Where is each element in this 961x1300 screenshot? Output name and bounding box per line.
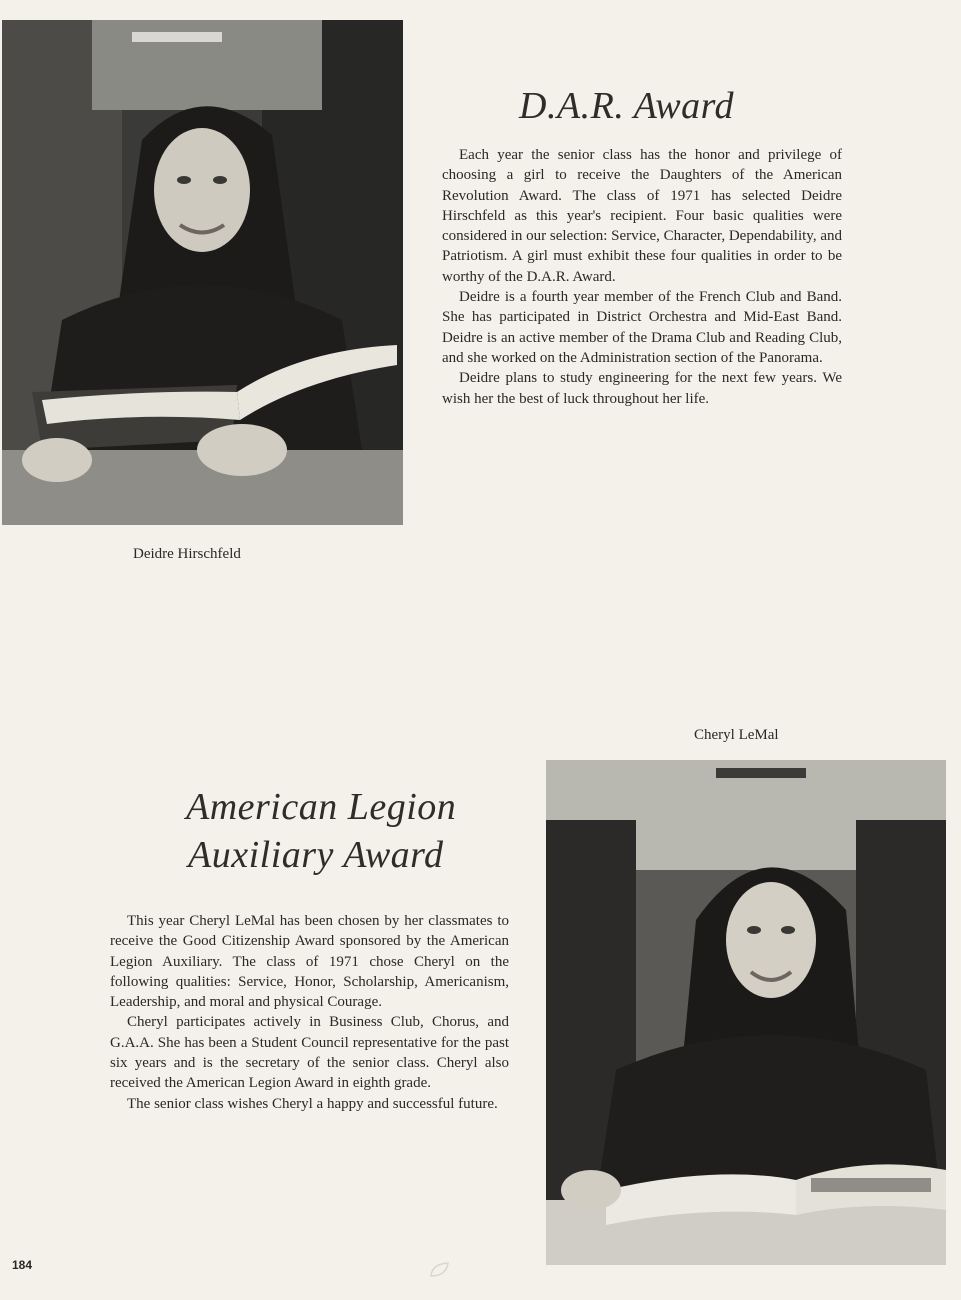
dar-award-text [442, 145, 842, 409]
legion-paragraph: This year Cheryl LeMal has been chosen by her classmates to receive the Good Citizenship Award sponsored by the American Legion Auxiliary. The class of 1971 chose Cheryl on the following qualities: Service, Honor, Scholarship, Americanism, Leadership, and moral and physical Courage. [110, 913, 509, 1011]
legion-heading-line-1: American Legion [186, 786, 457, 828]
legion-heading-line-2: Auxiliary Award [188, 834, 444, 876]
cheryl-caption: Cheryl LeMal [694, 727, 779, 743]
dar-paragraph: Deidre is a fourth year member of the French Club and Band. She has participated in District Orchestra and Mid-East Band. Deidre is an active member of the Drama Club and Reading Club, and she worked on the Administration section of the Panorama. [442, 289, 842, 366]
page-number: 184 [12, 1258, 33, 1272]
legion-paragraph: Cheryl participates actively in Business Club, Chorus, and G.A.A. She has been a Student Council representative for the past six years and is the secretary of the senior class. Cheryl also received the American Legion Award in eighth grade. [110, 1014, 509, 1092]
legion-paragraph: The senior class wishes Cheryl a happy and successful future. [127, 1095, 498, 1112]
leaf-watermark-icon [428, 1260, 452, 1280]
deidre-portrait-photo [2, 20, 403, 525]
dar-paragraph: Each year the senior class has the honor and privilege of choosing a girl to receive the Daughters of the American Revolution Award. The class of 1971 has selected Deidre Hirschfeld as this year's recipient. Four basic qualities were considered in our selection: Service, Character, Dependability, and Patriotism. A girl must exhibit these four qualities in order to be worthy of the D.A.R. Award. [442, 147, 842, 285]
cheryl-portrait-photo [546, 760, 946, 1265]
dar-paragraph: Deidre plans to study engineering for the next few years. We wish her the best of luck throughout her life. [442, 370, 842, 407]
dar-award-heading: D.A.R. Award [519, 85, 735, 127]
legion-award-text [110, 911, 509, 1114]
deidre-caption: Deidre Hirschfeld [133, 546, 241, 562]
legion-award-heading [186, 783, 456, 879]
